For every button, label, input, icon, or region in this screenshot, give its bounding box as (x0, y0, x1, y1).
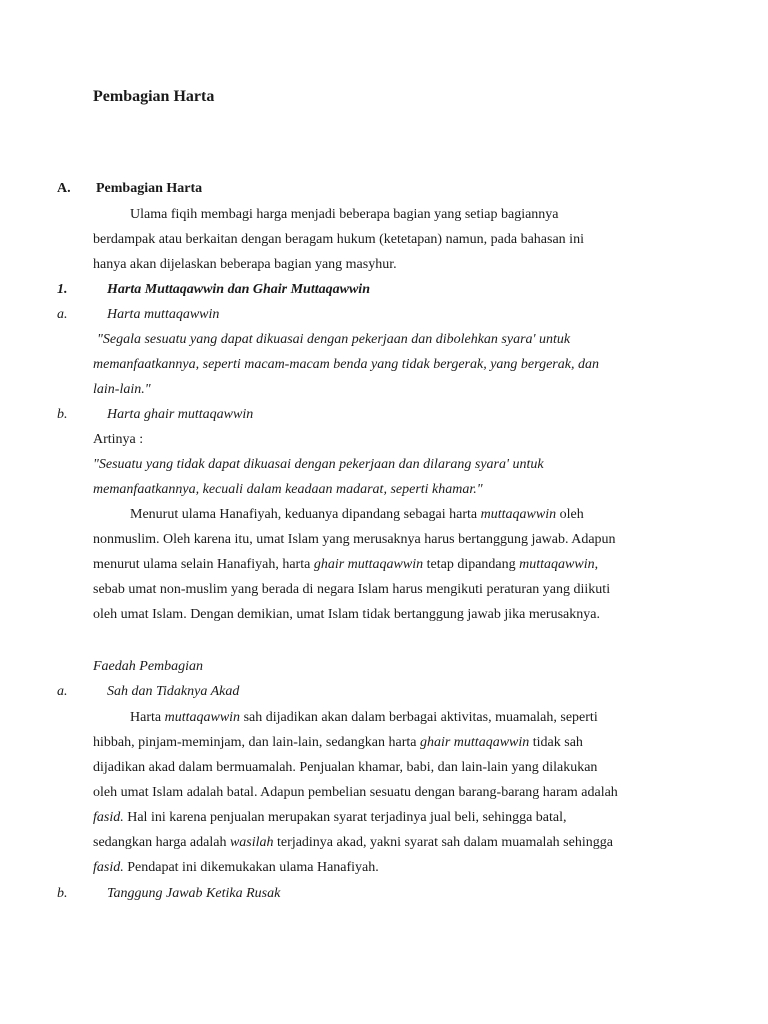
text-run: oleh (556, 507, 584, 522)
intro-line-1: Ulama fiqih membagi harga menjadi beberapa bagian yang setiap bagiannya (130, 207, 559, 222)
text-run: sah dijadikan akan dalam berbagai aktivitas, muamalah, seperti (240, 710, 598, 725)
faedah-line-6 (93, 833, 613, 853)
term-wasilah: wasilah (229, 835, 274, 850)
item-b-quote-line-1: "Sesuatu yang tidak dapat dikuasai dengan pekerjaan dan dilarang syara' untuk (93, 457, 544, 472)
text-run: tetap dipandang (423, 557, 520, 572)
item-a-marker: a. (57, 307, 68, 322)
faedah-line-2 (93, 733, 583, 753)
text-run: tidak sah (529, 735, 583, 750)
term-fasid: fasid. (93, 810, 124, 825)
faedah-a-marker: a. (57, 684, 68, 699)
term-muttaqawwin: muttaqawwin (519, 557, 595, 572)
item-b-marker: b. (57, 407, 68, 422)
term-fasid: fasid. (93, 860, 124, 875)
faedah-heading: Faedah Pembagian (93, 659, 204, 674)
intro-line-3: hanya akan dijelaskan beberapa bagian yang masyhur. (93, 257, 397, 272)
faedah-line-3: dijadikan akad dalam bermuamalah. Penjualan khamar, babi, dan lain-lain yang dilakukan (93, 760, 598, 775)
term-ghair-muttaqawwin: ghair muttaqawwin (419, 735, 530, 750)
text-run: Menurut ulama Hanafiyah, keduanya dipandang sebagai harta (130, 507, 481, 522)
section-a-marker: A. (57, 181, 71, 196)
hanafiyah-line-1 (130, 505, 584, 525)
document-title: Pembagian Harta (93, 88, 215, 105)
section-a-heading: Pembagian Harta (96, 181, 203, 196)
faedah-b-marker: b. (57, 886, 68, 901)
text-run: Pendapat ini dikemukakan ulama Hanafiyah. (123, 860, 379, 875)
artinya-label: Artinya : (93, 432, 144, 447)
item-a-quote-line-3: lain-lain." (93, 382, 151, 397)
hanafiyah-line-2: nonmuslim. Oleh karena itu, umat Islam yang merusaknya harus bertanggung jawab. Adapun (93, 532, 616, 547)
text-run: , (594, 557, 599, 572)
term-muttaqawwin: muttaqawwin (480, 507, 557, 522)
item-1-marker: 1. (57, 282, 68, 297)
item-a-quote-line-2: memanfaatkannya, seperti macam-macam benda yang tidak bergerak, yang bergerak, dan (93, 357, 599, 372)
hanafiyah-line-5: oleh umat Islam. Dengan demikian, umat Islam tidak bertanggung jawab jika merusaknya. (93, 607, 600, 622)
text-run: terjadinya akad, yakni syarat sah dalam muamalah sehingga (273, 835, 613, 850)
item-b-heading: Harta ghair muttaqawwin (107, 407, 254, 422)
text-run: menurut ulama selain Hanafiyah, harta (93, 557, 314, 572)
hanafiyah-line-3 (93, 555, 598, 575)
faedah-line-4: oleh umat Islam adalah batal. Adapun pembelian sesuatu dengan barang-barang haram adalah (93, 785, 618, 800)
faedah-line-7 (93, 858, 379, 878)
item-1-heading: Harta Muttaqawwin dan Ghair Muttaqawwin (107, 282, 370, 297)
faedah-a-heading: Sah dan Tidaknya Akad (107, 684, 240, 699)
hanafiyah-line-4: sebab umat non-muslim yang berada di negara Islam harus mengikuti peraturan yang diikuti (93, 582, 611, 597)
faedah-line-5 (93, 808, 567, 828)
text-run: hibbah, pinjam-meminjam, dan lain-lain, sedangkan harta (93, 735, 420, 750)
intro-line-2: berdampak atau berkaitan dengan beragam hukum (ketetapan) namun, pada bahasan ini (93, 232, 584, 247)
term-muttaqawwin: muttaqawwin (164, 710, 241, 725)
faedah-b-heading: Tanggung Jawab Ketika Rusak (107, 886, 281, 901)
item-a-quote-line-1: "Segala sesuatu yang dapat dikuasai dengan pekerjaan dan dibolehkan syara' untuk (97, 332, 571, 347)
item-a-heading: Harta muttaqawwin (107, 307, 220, 322)
item-b-quote-line-2: memanfaatkannya, kecuali dalam keadaan madarat, seperti khamar." (93, 482, 483, 497)
text-run: sedangkan harga adalah (93, 835, 230, 850)
text-run: Harta (130, 710, 165, 725)
text-run: Hal ini karena penjualan merupakan syarat terjadinya jual beli, sehingga batal, (123, 810, 567, 825)
term-ghair-muttaqawwin: ghair muttaqawwin (313, 557, 424, 572)
faedah-line-1 (130, 708, 598, 728)
